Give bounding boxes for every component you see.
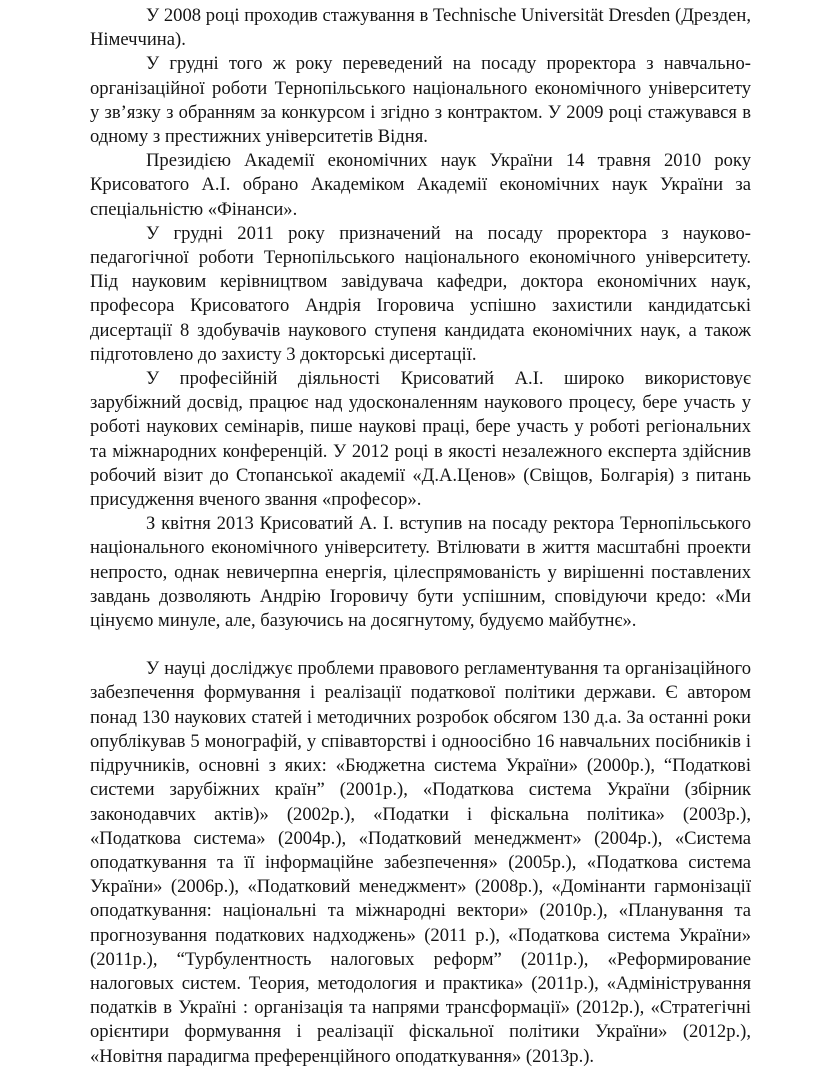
paragraph-gap: [90, 633, 751, 657]
document-page: [90, 4, 751, 1069]
paragraph-prorector-appointment: У грудні того ж року переведений на посаду проректора з навчально-організаційної роботи Тернопільського національного економічного університету у зв’язку з обранням за конкурсом і згідно з контрактом. У 2009 році стажувався в одному з престижних університетів Відня.: [90, 53, 751, 148]
paragraph-academy-election: Президією Академії економічних наук України 14 травня 2010 року Крисоватого А.І. обрано Академіком Академії економічних наук України за спеціальністю «Фінанси».: [90, 150, 751, 220]
paragraph-professional-activity: У професійній діяльності Крисоватий А.І. широко використовує зарубіжний досвід, працює над удосконаленням наукового процесу, бере участь у роботі наукових семінарів, пише наукові праці, бере участь у роботі регіональних та міжнародних конференцій. У 2012 році в якості незалежного експерта здійснив робочий візит до Стопанської академії «Д.А.Ценов» (Свіщов, Болгарія) з питань присудження вченого звання «професор».: [90, 368, 751, 511]
paragraph-science-publications: У науці досліджує проблеми правового регламентування та організаційного забезпечення формування і реалізації податкової політики держави. Є автором понад 130 наукових статей і методичних розробок обсягом 130 д.а. За останні роки опублікував 5 монографій, у співавторстві і одноосібно 16 навчальних посібників і підручників, основні з яких: «Бюджетна система України» (2000р.), “Податкові системи зарубіжних країн” (2001р.), «Податкова система України (збірник законодавчих актів)» (2002р.), «Податки і фіскальна політика» (2003р.), «Податкова система» (2004р.), «Податковий менеджмент» (2004р.), «Система оподаткування та її інформаційне забезпечення» (2005р.), «Податкова система України» (2006р.), «Податковий менеджмент» (2008р.), «Домінанти гармонізації оподаткування: національні та міжнародні вектори» (2010р.), «Планування та прогнозування податкових надходжень» (2011 р.), «Податкова система України» (2011р.), “Турбулентность налоговых реформ” (2011р.), «Реформирование налоговых систем. Теория, методология и практика» (2011р.), «Адміністрування податків в Україні : організація та напрями трансформації» (2012р.), «Стратегічні орієнтири формування і реалізації фіскальної політики України» (2012р.), «Новітня парадигма преференційного оподаткування» (2013р.).: [90, 658, 751, 1067]
paragraph-dresden-internship: У 2008 році проходив стажування в Technische Universität Dresden (Дрезден, Німеччина).: [90, 5, 751, 51]
paragraph-research-prorector: У грудні 2011 року призначений на посаду проректора з науково-педагогічної роботи Тернопільського національного економічного університету. Під науковим керівництвом завідувача кафедри, доктора економічних наук, професора Крисоватого Андрія Ігоровича успішно захистили кандидатські дисертації 8 здобувачів наукового ступеня кандидата економічних наук, а також підготовлено до захисту 3 докторські дисертації.: [90, 222, 751, 365]
paragraph-rector-appointment: З квітня 2013 Крисоватий А. І. вступив на посаду ректора Тернопільського національного економічного університету. Втілювати в життя масштабні проекти непросто, однак невичерпна енергія, цілеспрямованість у вирішенні поставлених завдань дозволяють Андрію Ігоровичу бути успішним, сповідуючи кредо: «Ми цінуємо минуле, але, базуючись на досягнутому, будуємо майбутнє».: [90, 513, 751, 632]
